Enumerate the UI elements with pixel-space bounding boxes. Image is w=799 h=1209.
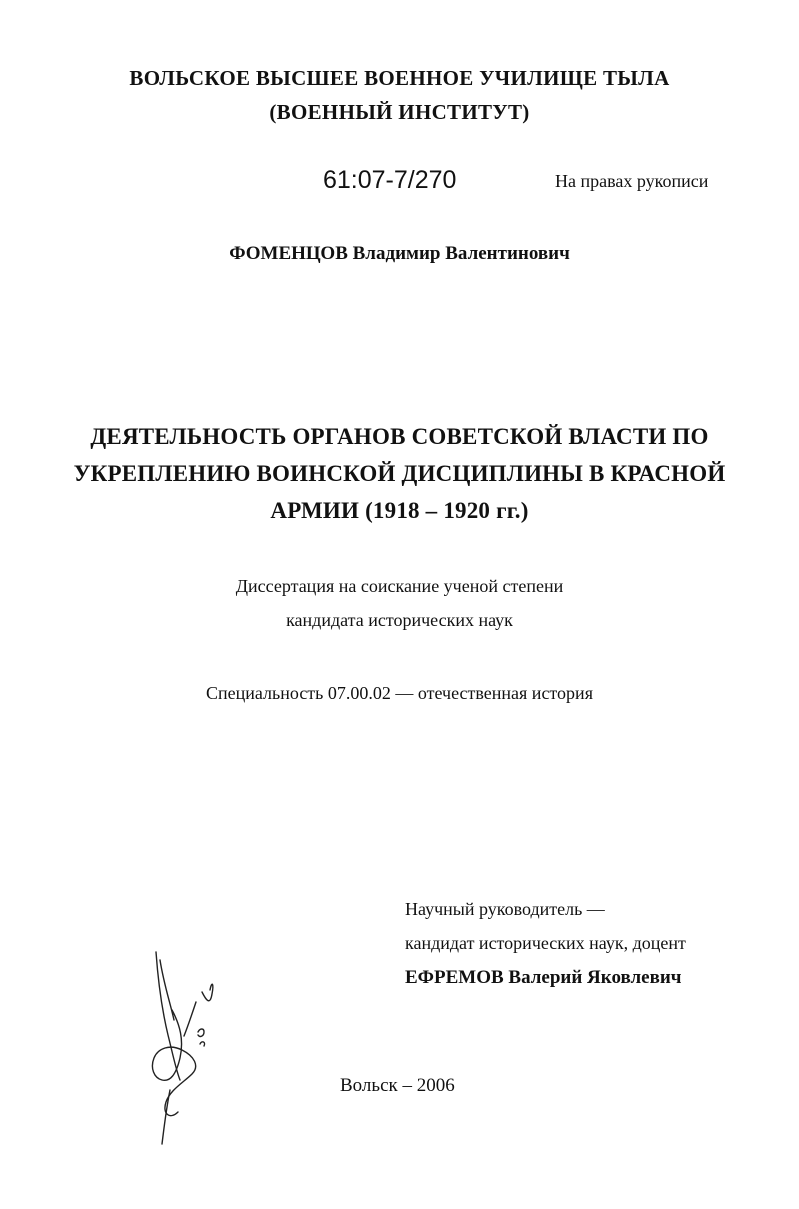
- specialty-line: Специальность 07.00.02 — отечественная история: [206, 683, 593, 703]
- author-name: ФОМЕНЦОВ Владимир Валентинович: [229, 243, 570, 264]
- dissertation-title-line2: УКРЕПЛЕНИЮ ВОИНСКОЙ ДИСЦИПЛИНЫ В КРАСНОЙ: [73, 461, 726, 486]
- manuscript-rights-note: На правах рукописи: [555, 171, 709, 191]
- city-and-year: Вольск – 2006: [340, 1075, 455, 1096]
- supervisor-role: Научный руководитель —: [405, 899, 605, 919]
- classification-code: 61:07-7/270: [323, 166, 457, 194]
- supervisor-name: ЕФРЕМОВ Валерий Яковлевич: [405, 967, 682, 988]
- dissertation-title-line1: ДЕЯТЕЛЬНОСТЬ ОРГАНОВ СОВЕТСКОЙ ВЛАСТИ ПО: [90, 424, 709, 449]
- dissertation-title-line3: АРМИИ (1918 – 1920 гг.): [270, 498, 529, 523]
- institution-name-line1: ВОЛЬСКОЕ ВЫСШЕЕ ВОЕННОЕ УЧИЛИЩЕ ТЫЛА: [129, 66, 670, 90]
- degree-description-line2: кандидата исторических наук: [286, 610, 513, 630]
- degree-description-line1: Диссертация на соискание ученой степени: [235, 576, 564, 596]
- supervisor-credentials: кандидат исторических наук, доцент: [405, 933, 686, 953]
- institution-name-line2: (ВОЕННЫЙ ИНСТИТУТ): [269, 100, 530, 124]
- handwritten-signature: [140, 940, 230, 1150]
